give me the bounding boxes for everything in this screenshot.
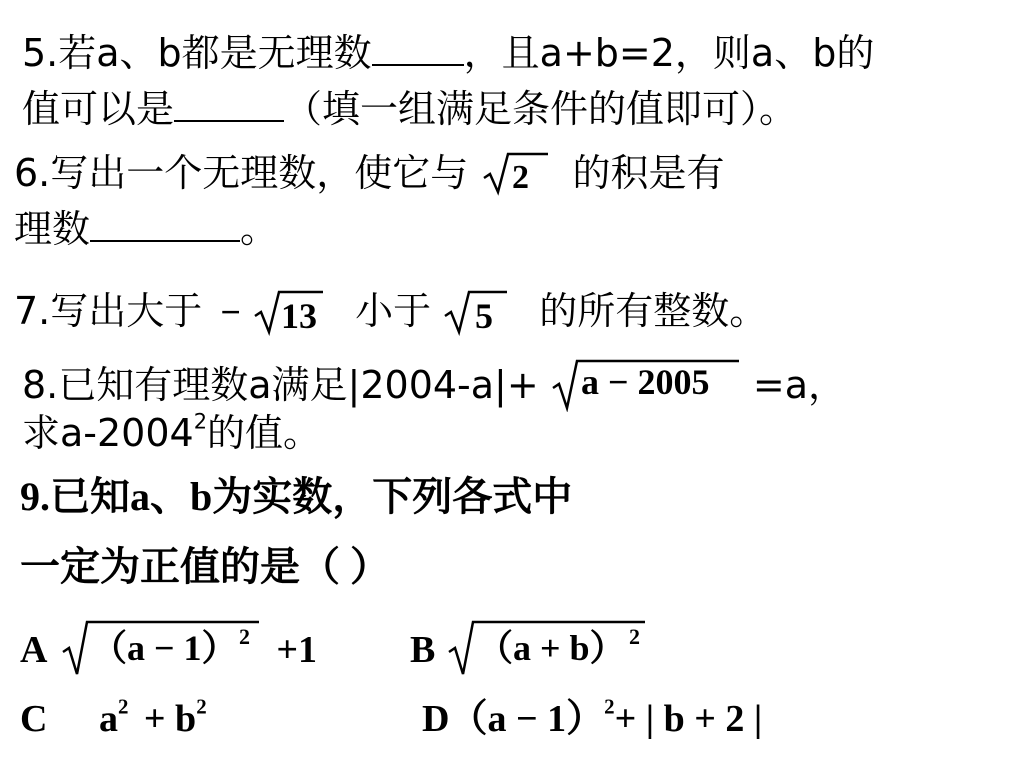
q8-text-b: =a，	[752, 363, 847, 407]
option-c-label: C	[20, 698, 48, 740]
q6-blank	[90, 206, 240, 242]
option-a-radicand: （a − 1）	[90, 628, 238, 668]
q5-text-d: （填一组满足条件的值即可）。	[284, 87, 798, 132]
option-c-a: a	[98, 698, 118, 740]
q8-text-a: 8.已知有理数a满足|2004-a|+	[22, 363, 539, 407]
q7-radicand-13: 13	[280, 296, 317, 336]
q6-text-a: 6.写出一个无理数，使它与	[14, 151, 469, 195]
q7-middle: 小于	[355, 289, 432, 333]
q5-line1	[22, 30, 875, 76]
q9-line2: 一定为正值的是（ ）	[20, 544, 390, 589]
q7-radicand-5: 5	[475, 296, 494, 336]
q6-sqrt	[480, 150, 550, 196]
q7-prefix: 7.写出大于	[14, 289, 203, 333]
q8-text-c: 求a-2004	[22, 411, 194, 455]
q5-line2	[22, 86, 798, 132]
q5-blank-1	[372, 30, 464, 66]
option-a-sqrt	[61, 618, 261, 678]
q6-line1	[14, 150, 724, 196]
q9-option-d	[422, 694, 763, 740]
q9-option-c	[20, 694, 207, 740]
q6-text-c: 理数	[14, 207, 91, 252]
q7-minus: −	[220, 292, 241, 332]
q8-line2	[22, 409, 322, 455]
q8-radicand: a − 2005	[580, 362, 710, 402]
q6-text-b: 的积是有	[572, 151, 725, 195]
q5-text-a: 5.若a、b都是无理数	[22, 31, 372, 76]
option-c-exp-b: 2	[196, 694, 207, 719]
option-a-label: A	[20, 629, 46, 671]
q6-text-d: 。	[240, 207, 279, 252]
q5-text-b: ，且a+b=2，则a、b的	[463, 31, 875, 76]
q8-line1	[22, 358, 846, 412]
option-b-sqrt	[447, 618, 647, 678]
q7-suffix: 的所有整数。	[539, 289, 768, 333]
q7-sqrt-13	[253, 288, 325, 336]
q8-text-d: 的值。	[207, 411, 322, 455]
q8-sqrt	[551, 358, 741, 412]
q7-line	[14, 288, 767, 336]
option-c-plus-b: + b	[143, 698, 197, 740]
option-d-exponent: 2	[604, 694, 615, 719]
q8-exponent: 2	[193, 409, 208, 434]
q6-line2	[14, 206, 279, 252]
option-a-tail: +1	[276, 629, 318, 671]
q6-radicand: 2	[512, 159, 530, 196]
option-d-label: D	[422, 698, 450, 740]
q9-option-b	[410, 618, 647, 678]
option-b-radicand: （a + b）	[476, 628, 626, 668]
q7-sqrt-5	[443, 288, 509, 336]
option-c-exp-a: 2	[117, 694, 129, 719]
option-b-exponent: 2	[628, 624, 640, 649]
q9-option-a	[20, 618, 317, 678]
q5-blank-2	[174, 86, 284, 122]
option-d-tail: + | b + 2 |	[614, 698, 763, 740]
q5-text-c: 值可以是	[22, 87, 175, 132]
option-a-exponent: 2	[238, 624, 250, 649]
q9-line1: 9.已知a、b为实数，下列各式中	[20, 474, 573, 519]
option-d-expr: （a − 1）	[449, 698, 605, 740]
option-b-label: B	[410, 629, 436, 671]
